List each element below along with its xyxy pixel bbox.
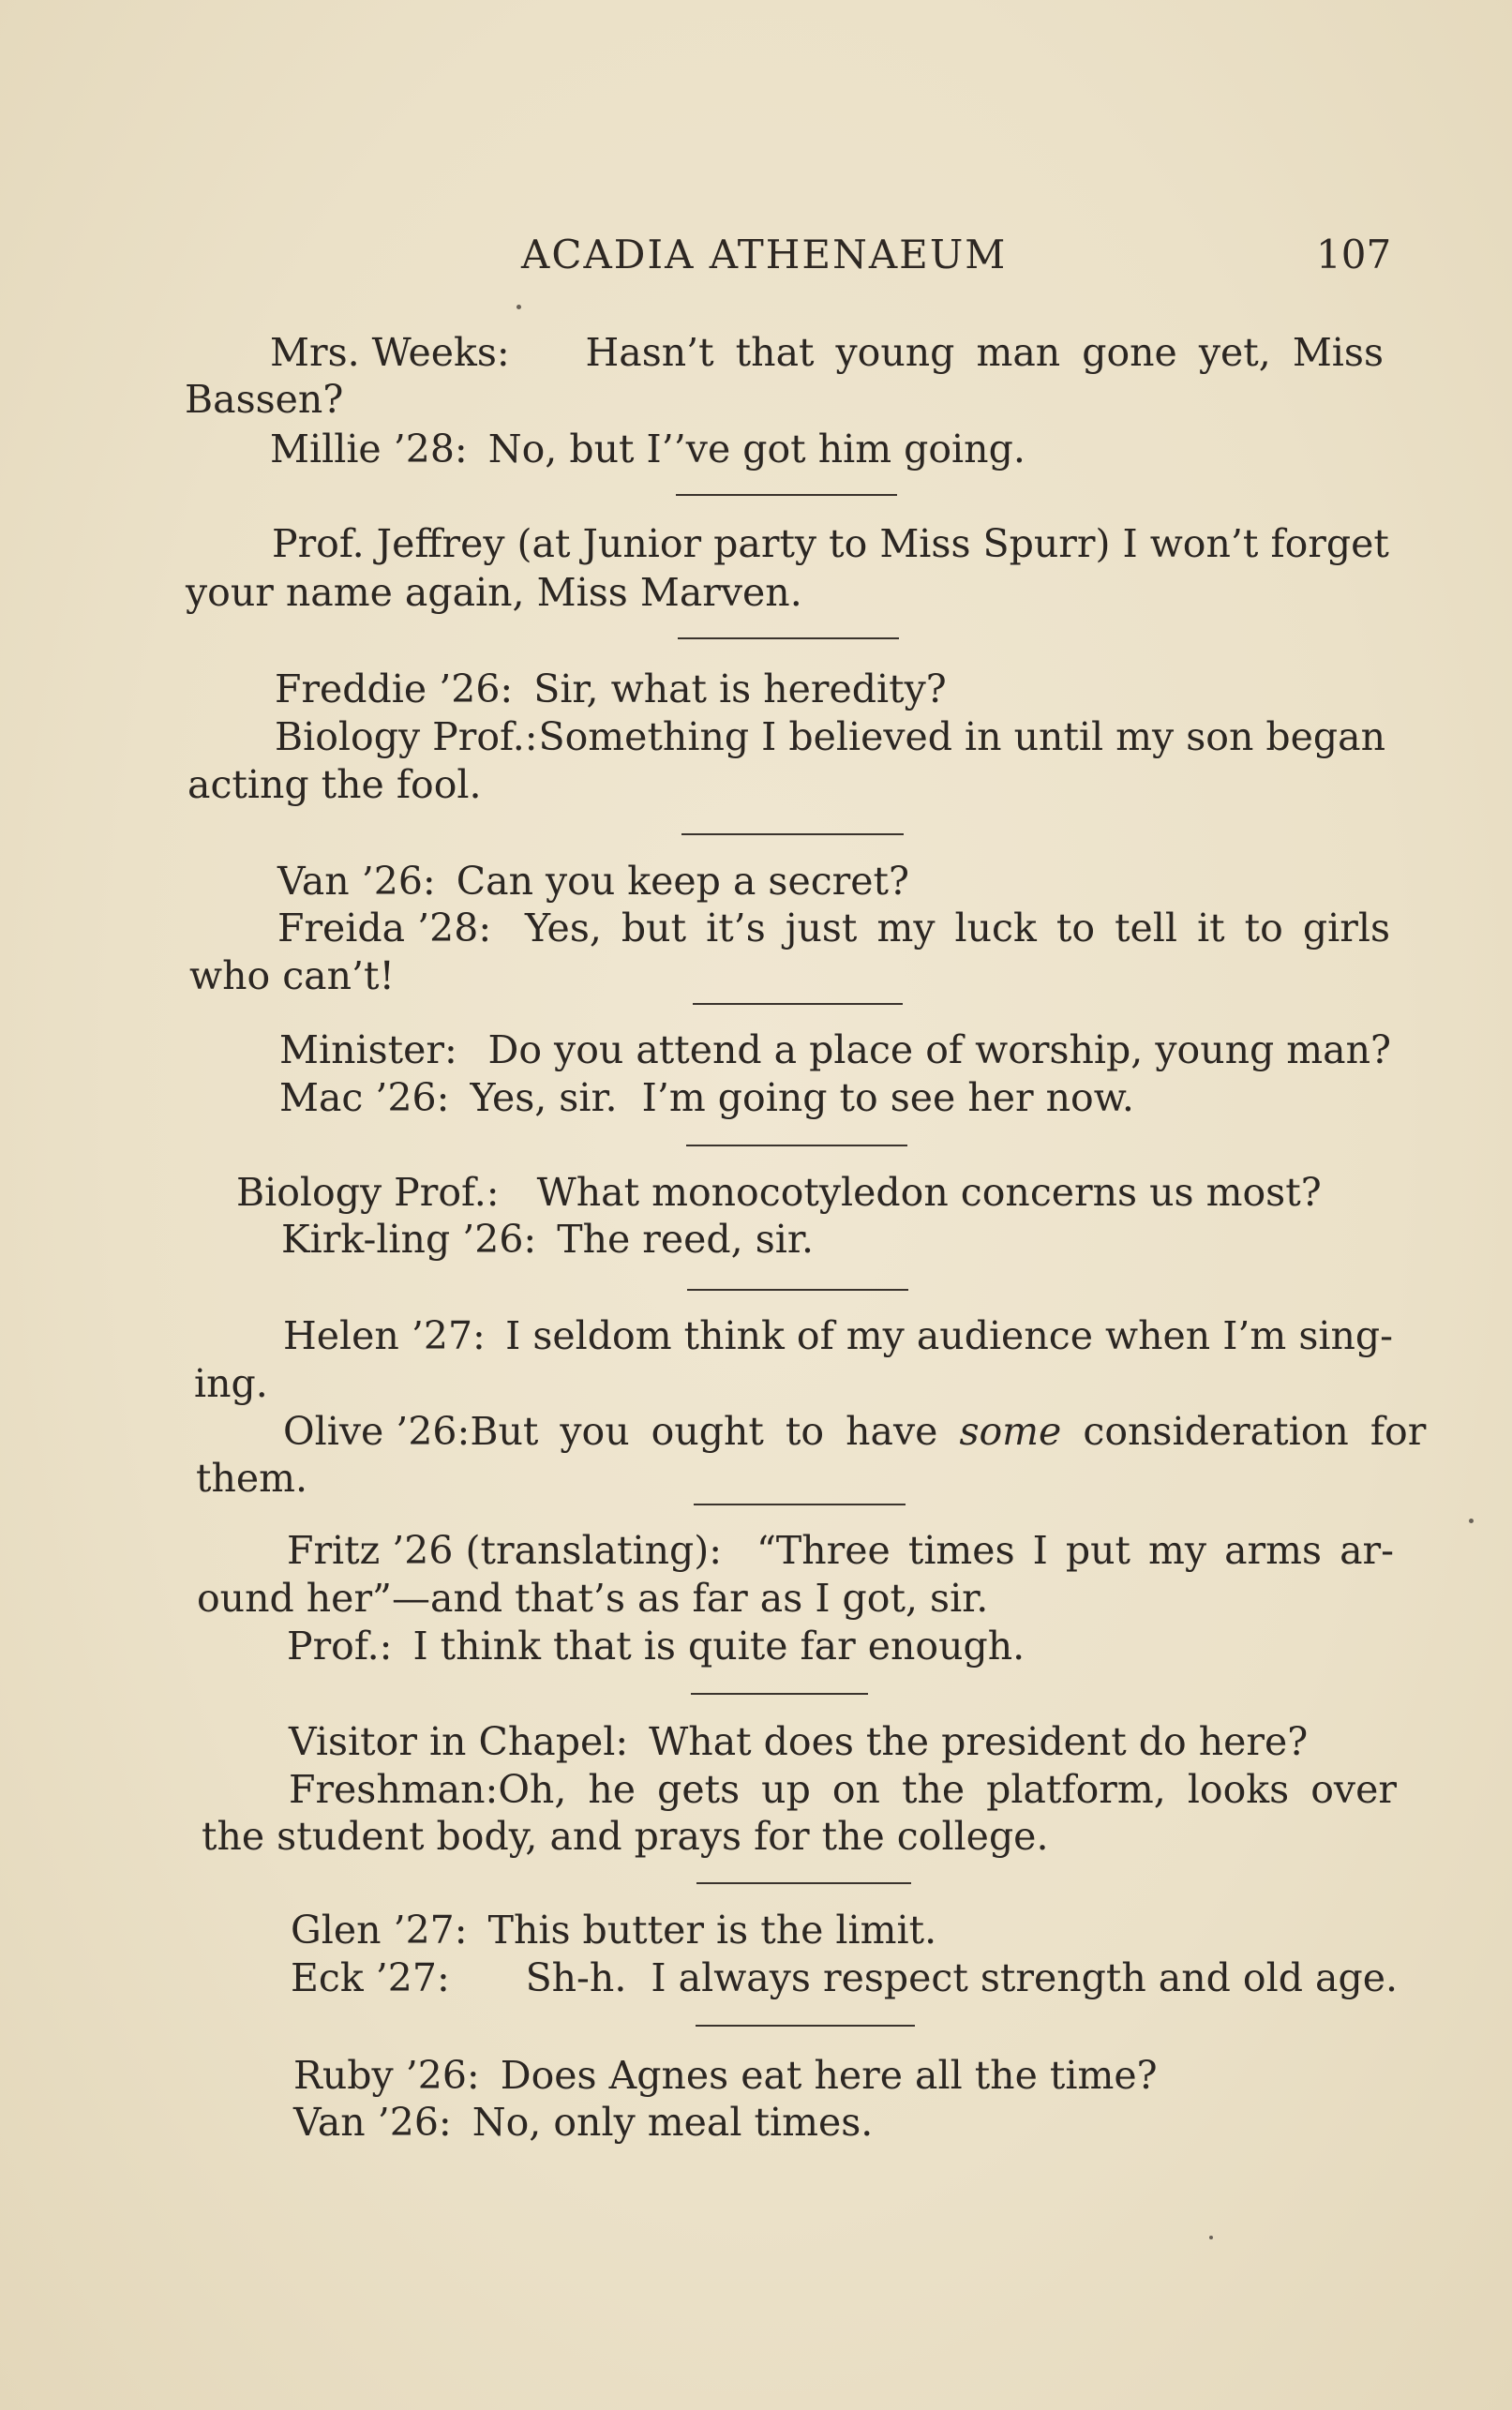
speaker: Van ’26: — [277, 859, 436, 904]
dialogue-line — [291, 1908, 937, 1953]
line-text: Can you keep a secret? — [456, 859, 910, 904]
dialogue-line — [236, 1170, 1322, 1215]
line-text: This butter is the limit. — [487, 1908, 937, 1953]
dialogue-line — [279, 1027, 1391, 1072]
line-text: The reed, sir. — [557, 1217, 815, 1262]
dialogue-line — [283, 1409, 1427, 1454]
dialogue-line — [283, 1313, 1393, 1358]
line-text: Sh-h. I always respect strength and old age. — [525, 1955, 1398, 2000]
speaker: Ruby ’26: — [293, 2053, 480, 2098]
dialogue-line — [270, 330, 1384, 375]
dialogue-line — [275, 714, 1385, 759]
speaker: Olive ’26: — [283, 1409, 471, 1454]
line-text: “Three times I put my arms ar- — [756, 1528, 1394, 1573]
dialogue-line — [293, 2053, 1158, 2098]
dialogue-continuation: Bassen? — [185, 377, 344, 422]
line-text: Hasn’t that young man gone yet, Miss — [585, 330, 1384, 375]
dialogue-line — [281, 1217, 815, 1262]
line-text: Sir, what is heredity? — [533, 666, 947, 711]
line-text: Prof. Jeffrey (at Junior party to Miss Spurr) I won’t forget — [272, 521, 1389, 566]
speaker: Biology Prof.: — [275, 714, 538, 759]
separator-rule — [693, 1003, 903, 1005]
page-number: 107 — [1316, 232, 1392, 277]
paper-speck — [516, 305, 521, 309]
dialogue-line — [270, 427, 1025, 472]
speaker: Freddie ’26: — [275, 666, 514, 711]
dialogue-continuation: the student body, and prays for the college. — [202, 1814, 1049, 1859]
line-text: But you ought to have some consideration for — [470, 1409, 1427, 1454]
dialogue-line — [272, 521, 1389, 566]
separator-rule — [696, 2025, 915, 2027]
line-text: Yes, but it’s just my luck to tell it to girls — [525, 906, 1390, 951]
line-text: Does Agnes eat here all the time? — [500, 2053, 1158, 2098]
separator-rule — [676, 494, 897, 496]
speaker: Millie ’28: — [270, 427, 468, 472]
separator-rule — [681, 833, 904, 835]
dialogue-line — [289, 1719, 1309, 1764]
speaker: Visitor in Chapel: — [289, 1719, 629, 1764]
speaker: Prof.: — [287, 1624, 393, 1669]
dialogue-line — [277, 859, 910, 904]
separator-rule — [691, 1693, 868, 1695]
speaker: Biology Prof.: — [236, 1170, 500, 1215]
line-text: No, but I’’ve got him going. — [487, 427, 1025, 472]
speaker: Eck ’27: — [291, 1955, 450, 2000]
line-text: Something I believed in until my son began — [538, 714, 1385, 759]
separator-rule — [694, 1504, 906, 1505]
speaker: Glen ’27: — [291, 1908, 468, 1953]
dialogue-line — [287, 1528, 1394, 1573]
line-text: I seldom think of my audience when I’m sing- — [505, 1313, 1393, 1358]
separator-rule — [678, 637, 899, 639]
dialogue-line — [275, 666, 947, 711]
dialogue-line — [291, 1955, 1398, 2000]
dialogue-line — [289, 1767, 1397, 1812]
speaker: Mac ’26: — [279, 1075, 450, 1120]
line-text: No, only meal times. — [472, 2100, 874, 2145]
speaker: Helen ’27: — [283, 1313, 486, 1358]
separator-rule — [687, 1289, 908, 1291]
dialogue-continuation: acting the fool. — [187, 762, 482, 807]
separator-rule — [696, 1882, 911, 1884]
line-text: Oh, he gets up on the platform, looks over — [498, 1767, 1397, 1812]
line-text: Yes, sir. I’m going to see her now. — [470, 1075, 1134, 1120]
dialogue-continuation: your name again, Miss Marven. — [186, 570, 802, 615]
dialogue-line — [277, 906, 1390, 951]
line-text: What does the president do here? — [649, 1719, 1309, 1764]
dialogue-line — [279, 1075, 1134, 1120]
dialogue-line — [293, 2100, 874, 2145]
speaker: Fritz ’26 (translating): — [287, 1528, 723, 1573]
dialogue-continuation: ound her”—and that’s as far as I got, sir. — [197, 1576, 989, 1621]
speaker: Van ’26: — [293, 2100, 452, 2145]
running-header: ACADIA ATHENAEUM — [521, 232, 1008, 277]
dialogue-continuation: them. — [196, 1456, 308, 1501]
dialogue-line — [287, 1624, 1025, 1669]
line-text: I think that is quite far enough. — [412, 1624, 1025, 1669]
speaker: Freshman: — [289, 1767, 499, 1812]
speaker: Minister: — [279, 1027, 457, 1072]
emphasis-word: some — [959, 1409, 1062, 1454]
speaker: Freida ’28: — [277, 906, 492, 951]
line-text: Do you attend a place of worship, young man? — [487, 1027, 1391, 1072]
speaker: Mrs. Weeks: — [270, 330, 510, 375]
dialogue-continuation: who can’t! — [189, 953, 396, 998]
dialogue-continuation: ing. — [194, 1361, 268, 1406]
line-text: What monocotyledon concerns us most? — [536, 1170, 1322, 1215]
paper-speck — [1209, 2236, 1213, 2239]
separator-rule — [686, 1145, 907, 1146]
speaker: Kirk-ling ’26: — [281, 1217, 537, 1262]
paper-speck — [1469, 1519, 1474, 1523]
